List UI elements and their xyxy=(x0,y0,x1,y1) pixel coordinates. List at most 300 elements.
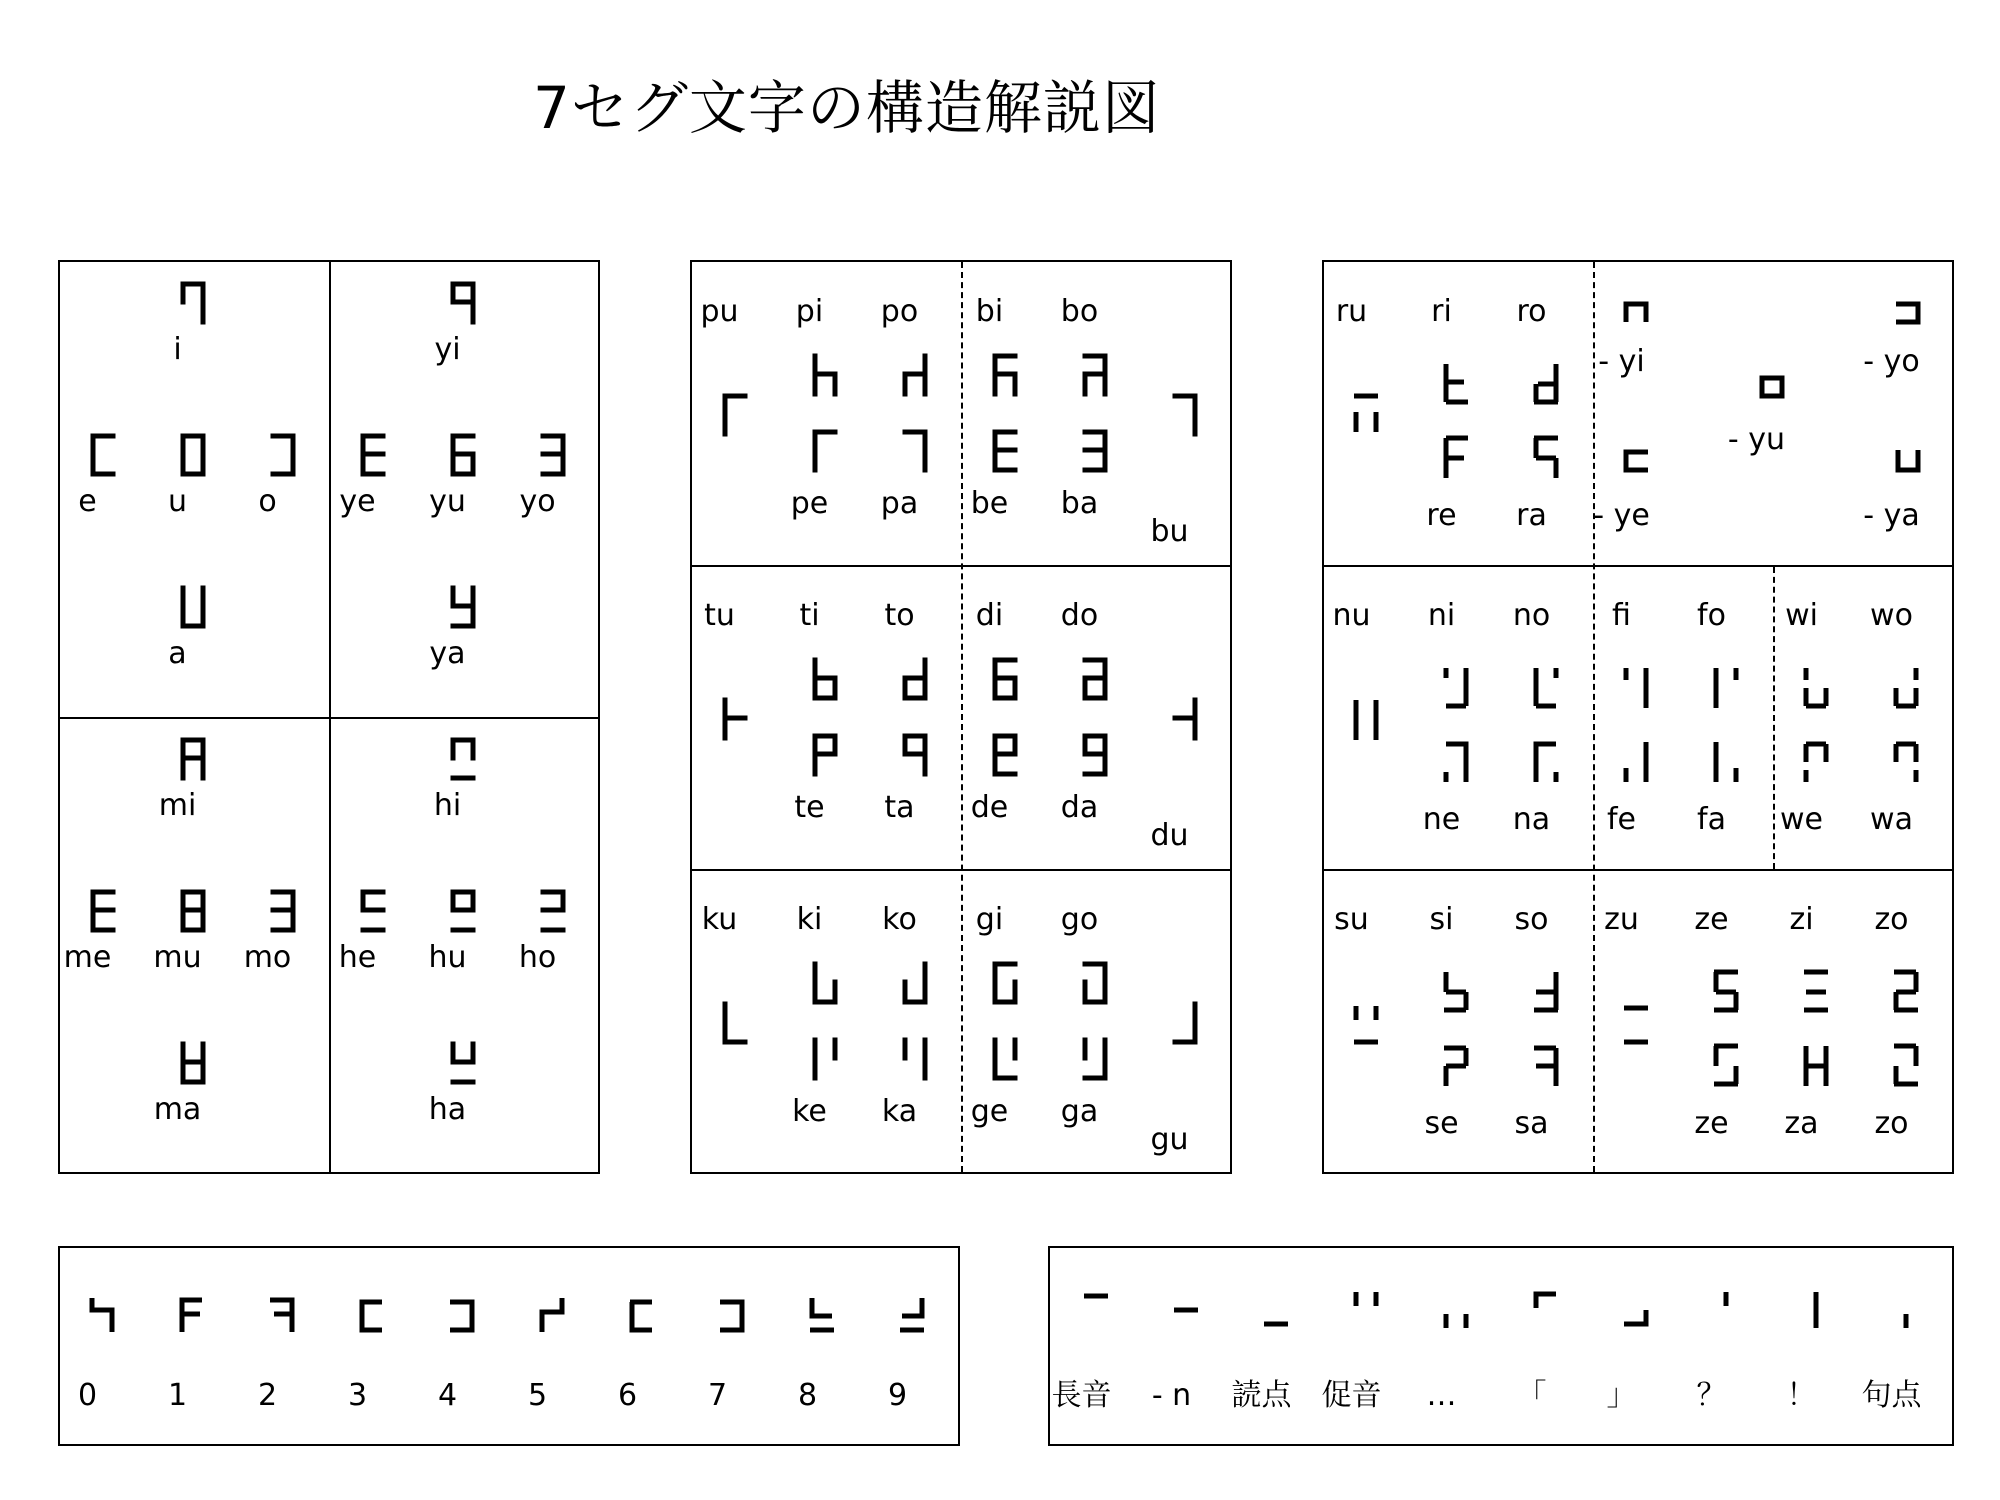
romaji-label: we xyxy=(1780,802,1823,837)
kana-cell xyxy=(1863,1106,1951,1142)
romaji-label: zo xyxy=(1874,1106,1909,1141)
seven-seg-glyph xyxy=(809,428,841,480)
seven-seg-glyph xyxy=(357,432,389,484)
symbol-glyph xyxy=(1440,1290,1472,1330)
seven-seg-glyph xyxy=(177,280,209,332)
seven-seg-glyph xyxy=(719,392,751,444)
symbol-glyph xyxy=(1800,1290,1832,1330)
romaji-label: he xyxy=(338,940,377,975)
romaji-label: ra xyxy=(1516,498,1547,533)
seven-seg-svg xyxy=(899,732,931,780)
kana-cell xyxy=(509,888,597,976)
romaji-label: zu xyxy=(1604,902,1639,937)
seven-seg-svg xyxy=(87,432,119,480)
symbol-label: 促音 xyxy=(1321,1378,1382,1413)
seven-seg-glyph xyxy=(87,432,119,484)
romaji-label: me xyxy=(63,940,112,975)
panel-digits xyxy=(58,1246,960,1446)
seven-seg-glyph xyxy=(899,352,931,404)
romaji-label: do xyxy=(1060,598,1099,633)
kana-cell xyxy=(149,1040,237,1128)
kana-cell xyxy=(1051,294,1139,522)
seven-seg-svg xyxy=(177,1040,209,1088)
romaji-label: ni xyxy=(1427,598,1456,633)
seven-seg-svg xyxy=(357,432,389,480)
divider xyxy=(60,717,598,719)
seven-seg-svg xyxy=(719,696,751,744)
seven-seg-glyph xyxy=(1890,968,1922,1016)
romaji-label: bo xyxy=(1060,294,1099,329)
digit-label: 3 xyxy=(347,1378,368,1413)
romaji-label: ze xyxy=(1694,1106,1729,1141)
seven-seg-svg xyxy=(1079,352,1111,400)
seven-seg-glyph xyxy=(1710,968,1742,1016)
divider xyxy=(692,869,1230,871)
digit-label: 0 xyxy=(77,1378,98,1413)
kana-cell xyxy=(509,432,597,520)
digit-label: 8 xyxy=(797,1378,818,1413)
romaji-label: ru xyxy=(1335,294,1368,329)
seven-seg-svg xyxy=(899,428,931,476)
seven-seg-glyph xyxy=(267,432,299,484)
kana-cell xyxy=(1863,344,1951,380)
seven-seg-svg xyxy=(989,656,1021,704)
seven-seg-glyph xyxy=(447,736,479,788)
seven-seg-svg xyxy=(537,432,569,480)
seven-seg-glyph xyxy=(1530,664,1562,712)
seven-seg-glyph xyxy=(1530,434,1562,482)
romaji-label: ga xyxy=(1060,1094,1099,1129)
symbol-glyph xyxy=(1170,1290,1202,1330)
romaji-label: na xyxy=(1512,802,1551,837)
seven-seg-glyph xyxy=(1800,968,1832,1016)
romaji-label: mo xyxy=(243,940,292,975)
kana-cell xyxy=(149,736,237,824)
divider xyxy=(1324,869,1952,871)
romaji-label: - ya xyxy=(1863,498,1920,533)
romaji-label: ti xyxy=(799,598,820,633)
symbol-glyph xyxy=(1080,1290,1112,1330)
seven-seg-glyph xyxy=(1079,656,1111,708)
romaji-label: ri xyxy=(1431,294,1452,329)
seven-seg-svg xyxy=(899,1036,931,1084)
kana-cell xyxy=(1051,598,1139,826)
seven-seg-glyph xyxy=(1800,664,1832,712)
seven-seg-svg xyxy=(447,584,479,632)
seven-seg-glyph xyxy=(1530,738,1562,786)
digit-glyph xyxy=(356,1296,388,1336)
digit-glyph xyxy=(806,1296,838,1336)
symbol-label: 」 xyxy=(1606,1378,1637,1413)
digit-cell xyxy=(869,1378,957,1414)
seven-seg-svg xyxy=(1169,392,1201,440)
symbol-label: - n xyxy=(1151,1378,1192,1413)
seven-seg-glyph xyxy=(989,960,1021,1012)
seven-seg-glyph xyxy=(809,352,841,404)
seven-seg-glyph xyxy=(177,888,209,940)
seven-seg-glyph xyxy=(1440,738,1472,786)
seven-seg-svg xyxy=(177,280,209,328)
seven-seg-svg xyxy=(177,888,209,936)
seven-seg-glyph xyxy=(1530,360,1562,408)
romaji-label: fi xyxy=(1612,598,1631,633)
digit-glyph xyxy=(896,1296,928,1336)
seven-seg-glyph xyxy=(1890,1042,1922,1090)
kana-cell xyxy=(419,280,507,368)
seven-seg-glyph xyxy=(447,888,479,940)
romaji-label: wi xyxy=(1785,598,1818,633)
romaji-label: ke xyxy=(792,1094,827,1129)
seven-seg-svg xyxy=(989,1036,1021,1084)
symbol-glyph xyxy=(1890,1290,1922,1330)
romaji-label: de xyxy=(970,790,1009,825)
symbol-label: ？ xyxy=(1696,1378,1727,1413)
digit-glyph xyxy=(536,1296,568,1336)
seven-seg-glyph xyxy=(809,960,841,1012)
kana-cell xyxy=(691,1000,779,1052)
seven-seg-glyph xyxy=(719,1000,751,1052)
kana-cell xyxy=(1503,294,1591,330)
seven-seg-svg xyxy=(447,280,479,328)
seven-seg-glyph xyxy=(989,656,1021,708)
seven-seg-svg xyxy=(1169,696,1201,744)
romaji-label: a xyxy=(168,636,187,671)
seven-seg-glyph xyxy=(87,888,119,940)
seven-seg-svg xyxy=(899,352,931,400)
kana-cell xyxy=(1593,344,1681,380)
seven-seg-svg xyxy=(809,732,841,780)
seven-seg-glyph xyxy=(1892,298,1924,328)
seven-seg-svg xyxy=(809,428,841,476)
romaji-label: yi xyxy=(434,332,461,367)
seven-seg-glyph xyxy=(809,732,841,784)
symbol-glyph xyxy=(1350,1290,1382,1330)
romaji-label: bi xyxy=(975,294,1004,329)
seven-seg-svg xyxy=(177,736,209,784)
seven-seg-svg xyxy=(537,888,569,936)
romaji-label: po xyxy=(880,294,919,329)
romaji-label: pu xyxy=(700,294,739,329)
kana-cell xyxy=(1593,498,1681,534)
seven-seg-glyph xyxy=(1440,434,1472,482)
seven-seg-glyph xyxy=(447,432,479,484)
seven-seg-glyph xyxy=(1440,1042,1472,1090)
romaji-label: gu xyxy=(1150,1122,1189,1157)
seven-seg-glyph xyxy=(1710,1042,1742,1090)
seven-seg-glyph xyxy=(1079,352,1111,404)
seven-seg-svg xyxy=(1079,732,1111,780)
seven-seg-glyph xyxy=(809,656,841,708)
symbol-glyph xyxy=(1620,1290,1652,1330)
romaji-label: gi xyxy=(975,902,1004,937)
seven-seg-glyph xyxy=(989,352,1021,404)
romaji-label: - yu xyxy=(1727,422,1786,457)
romaji-label: zi xyxy=(1789,902,1814,937)
romaji-label: bu xyxy=(1150,514,1189,549)
seven-seg-glyph xyxy=(1079,960,1111,1012)
kana-cell xyxy=(149,584,237,672)
seven-seg-svg xyxy=(177,432,209,480)
seven-seg-svg xyxy=(447,736,479,784)
seven-seg-svg xyxy=(989,732,1021,780)
symbol-label: … xyxy=(1426,1378,1457,1413)
seven-seg-glyph xyxy=(1169,696,1201,748)
digit-glyph xyxy=(626,1296,658,1336)
seven-seg-glyph xyxy=(899,428,931,480)
divider xyxy=(1593,262,1595,1172)
kana-cell xyxy=(419,1040,507,1128)
romaji-label: i xyxy=(173,332,182,367)
romaji-label: pe xyxy=(790,486,829,521)
romaji-label: fe xyxy=(1606,802,1637,837)
seven-seg-glyph xyxy=(1756,372,1788,402)
kana-cell xyxy=(1863,902,1951,938)
seven-seg-svg xyxy=(809,656,841,704)
romaji-label: to xyxy=(884,598,915,633)
seven-seg-glyph xyxy=(1620,1000,1652,1048)
romaji-label: ku xyxy=(701,902,738,937)
romaji-label: go xyxy=(1060,902,1099,937)
seven-seg-glyph xyxy=(1800,1042,1832,1090)
romaji-label: - ye xyxy=(1593,498,1650,533)
seven-seg-svg xyxy=(899,656,931,704)
seven-seg-svg xyxy=(989,960,1021,1008)
seven-seg-glyph xyxy=(719,696,751,748)
symbol-label: 読点 xyxy=(1231,1378,1292,1413)
romaji-label: te xyxy=(794,790,825,825)
seven-seg-glyph xyxy=(1530,1042,1562,1090)
seven-seg-glyph xyxy=(989,1036,1021,1088)
seven-seg-glyph xyxy=(267,888,299,940)
digit-label: 2 xyxy=(257,1378,278,1413)
kana-cell xyxy=(1141,392,1229,550)
seven-seg-glyph xyxy=(1530,968,1562,1016)
seven-seg-glyph xyxy=(1079,428,1111,480)
symbol-label: 長音 xyxy=(1051,1378,1112,1413)
kana-cell xyxy=(1503,1106,1591,1142)
romaji-label: ki xyxy=(796,902,823,937)
digit-label: 6 xyxy=(617,1378,638,1413)
symbol-glyph xyxy=(1530,1290,1562,1330)
seven-seg-glyph xyxy=(899,1036,931,1088)
seven-seg-glyph xyxy=(447,1040,479,1092)
romaji-label: nu xyxy=(1332,598,1371,633)
symbol-glyph xyxy=(1260,1290,1292,1330)
seven-seg-svg xyxy=(989,428,1021,476)
romaji-label: da xyxy=(1060,790,1099,825)
romaji-label: si xyxy=(1429,902,1454,937)
romaji-label: wo xyxy=(1870,598,1913,633)
romaji-label: fo xyxy=(1697,598,1726,633)
romaji-label: ba xyxy=(1060,486,1099,521)
digit-label: 7 xyxy=(707,1378,728,1413)
digit-glyph xyxy=(266,1296,298,1336)
romaji-label: ge xyxy=(970,1094,1009,1129)
seven-seg-svg xyxy=(267,432,299,480)
seven-seg-glyph xyxy=(537,888,569,940)
panel-symbols xyxy=(1048,1246,1954,1446)
seven-seg-svg xyxy=(357,888,389,936)
seven-seg-glyph xyxy=(177,584,209,636)
seven-seg-svg xyxy=(1079,656,1111,704)
seven-seg-glyph xyxy=(1620,446,1652,476)
romaji-label: no xyxy=(1512,598,1551,633)
seven-seg-glyph xyxy=(899,656,931,708)
seven-seg-svg xyxy=(809,352,841,400)
seven-seg-glyph xyxy=(899,732,931,784)
digit-label: 4 xyxy=(437,1378,458,1413)
seven-seg-glyph xyxy=(1079,732,1111,784)
kana-cell xyxy=(1141,1000,1229,1158)
seven-seg-glyph xyxy=(1350,1000,1382,1048)
digit-label: 1 xyxy=(167,1378,188,1413)
romaji-label: pa xyxy=(880,486,919,521)
kana-cell xyxy=(149,280,237,368)
romaji-label: hu xyxy=(428,940,467,975)
seven-seg-glyph xyxy=(809,1036,841,1088)
kana-cell xyxy=(1141,696,1229,854)
romaji-label: ho xyxy=(518,940,557,975)
seven-seg-glyph xyxy=(177,736,209,788)
romaji-label: ma xyxy=(153,1092,202,1127)
romaji-label: sa xyxy=(1514,1106,1549,1141)
seven-seg-glyph xyxy=(1710,738,1742,786)
seven-seg-svg xyxy=(447,432,479,480)
seven-seg-svg xyxy=(177,584,209,632)
seven-seg-glyph xyxy=(357,888,389,940)
seven-seg-svg xyxy=(1079,960,1111,1008)
seven-seg-glyph xyxy=(1440,360,1472,408)
romaji-label: yu xyxy=(429,484,466,519)
seven-seg-glyph xyxy=(899,960,931,1012)
kana-cell xyxy=(691,696,779,748)
romaji-label: su xyxy=(1334,902,1369,937)
romaji-label: pi xyxy=(795,294,824,329)
seven-seg-glyph xyxy=(177,1040,209,1092)
romaji-label: ha xyxy=(428,1092,467,1127)
romaji-label: se xyxy=(1424,1106,1459,1141)
kana-cell xyxy=(419,736,507,824)
seven-seg-glyph xyxy=(1620,738,1652,786)
romaji-label: ro xyxy=(1516,294,1547,329)
seven-seg-svg xyxy=(809,960,841,1008)
symbol-label: 句点 xyxy=(1861,1378,1922,1413)
romaji-label: ze xyxy=(1694,902,1729,937)
romaji-label: yo xyxy=(519,484,556,519)
kana-cell xyxy=(419,584,507,672)
kana-cell xyxy=(1863,802,1951,838)
seven-seg-glyph xyxy=(1079,1036,1111,1088)
digit-glyph xyxy=(716,1296,748,1336)
seven-seg-glyph xyxy=(177,432,209,484)
seven-seg-glyph xyxy=(1620,664,1652,712)
romaji-label: ne xyxy=(1422,802,1461,837)
seven-seg-glyph xyxy=(1890,738,1922,786)
seven-seg-svg xyxy=(1079,428,1111,476)
symbol-glyph xyxy=(1710,1290,1742,1330)
romaji-label: u xyxy=(167,484,187,519)
digit-label: 9 xyxy=(887,1378,908,1413)
seven-seg-glyph xyxy=(447,280,479,332)
seven-seg-svg xyxy=(989,352,1021,400)
symbol-label: 「 xyxy=(1516,1378,1547,1413)
symbol-cell xyxy=(1863,1378,1951,1414)
romaji-label: ko xyxy=(882,902,917,937)
romaji-label: za xyxy=(1784,1106,1819,1141)
divider xyxy=(1324,565,1952,567)
seven-seg-glyph xyxy=(1710,664,1742,712)
romaji-label: mi xyxy=(158,788,197,823)
romaji-label: tu xyxy=(704,598,735,633)
romaji-label: ta xyxy=(884,790,915,825)
seven-seg-glyph xyxy=(1440,968,1472,1016)
romaji-label: be xyxy=(970,486,1009,521)
romaji-label: fa xyxy=(1697,802,1726,837)
seven-seg-svg xyxy=(809,1036,841,1084)
romaji-label: mu xyxy=(153,940,202,975)
seven-seg-glyph xyxy=(1169,1000,1201,1052)
kana-cell xyxy=(1051,902,1139,1130)
digit-glyph xyxy=(86,1296,118,1336)
seven-seg-glyph xyxy=(989,428,1021,480)
romaji-label: e xyxy=(78,484,97,519)
romaji-label: zo xyxy=(1874,902,1909,937)
seven-seg-svg xyxy=(1079,1036,1111,1084)
romaji-label: - yi xyxy=(1598,344,1645,379)
digit-label: 5 xyxy=(527,1378,548,1413)
seven-seg-svg xyxy=(899,960,931,1008)
page-title: 7セグ文字の構造解説図 xyxy=(533,74,1161,142)
romaji-label: du xyxy=(1150,818,1189,853)
romaji-label: so xyxy=(1514,902,1549,937)
seven-seg-svg xyxy=(719,392,751,440)
seven-seg-svg xyxy=(1169,1000,1201,1048)
seven-seg-svg xyxy=(87,888,119,936)
seven-seg-glyph xyxy=(1800,738,1832,786)
seven-seg-glyph xyxy=(989,732,1021,784)
romaji-label: ya xyxy=(429,636,466,671)
romaji-label: - yo xyxy=(1863,344,1920,379)
romaji-label: ka xyxy=(881,1094,918,1129)
kana-cell xyxy=(1863,498,1951,534)
seven-seg-glyph xyxy=(1620,298,1652,328)
seven-seg-glyph xyxy=(1890,664,1922,712)
seven-seg-glyph xyxy=(1892,446,1924,476)
seven-seg-glyph xyxy=(1440,664,1472,712)
seven-seg-glyph xyxy=(447,584,479,636)
romaji-label: di xyxy=(975,598,1004,633)
kana-cell xyxy=(1728,422,1816,458)
kana-cell xyxy=(1863,598,1951,634)
digit-glyph xyxy=(446,1296,478,1336)
seven-seg-svg xyxy=(447,1040,479,1088)
panel-vowels xyxy=(58,260,600,1174)
symbol-label: ！ xyxy=(1786,1378,1817,1413)
seven-seg-glyph xyxy=(537,432,569,484)
seven-seg-glyph xyxy=(1169,392,1201,444)
romaji-label: ye xyxy=(339,484,376,519)
romaji-label: o xyxy=(258,484,277,519)
seven-seg-glyph xyxy=(1350,696,1382,744)
seven-seg-svg xyxy=(447,888,479,936)
romaji-label: hi xyxy=(433,788,462,823)
romaji-label: re xyxy=(1426,498,1457,533)
seven-seg-svg xyxy=(719,1000,751,1048)
divider xyxy=(692,565,1230,567)
romaji-label: wa xyxy=(1870,802,1913,837)
digit-glyph xyxy=(176,1296,208,1336)
seven-seg-svg xyxy=(267,888,299,936)
